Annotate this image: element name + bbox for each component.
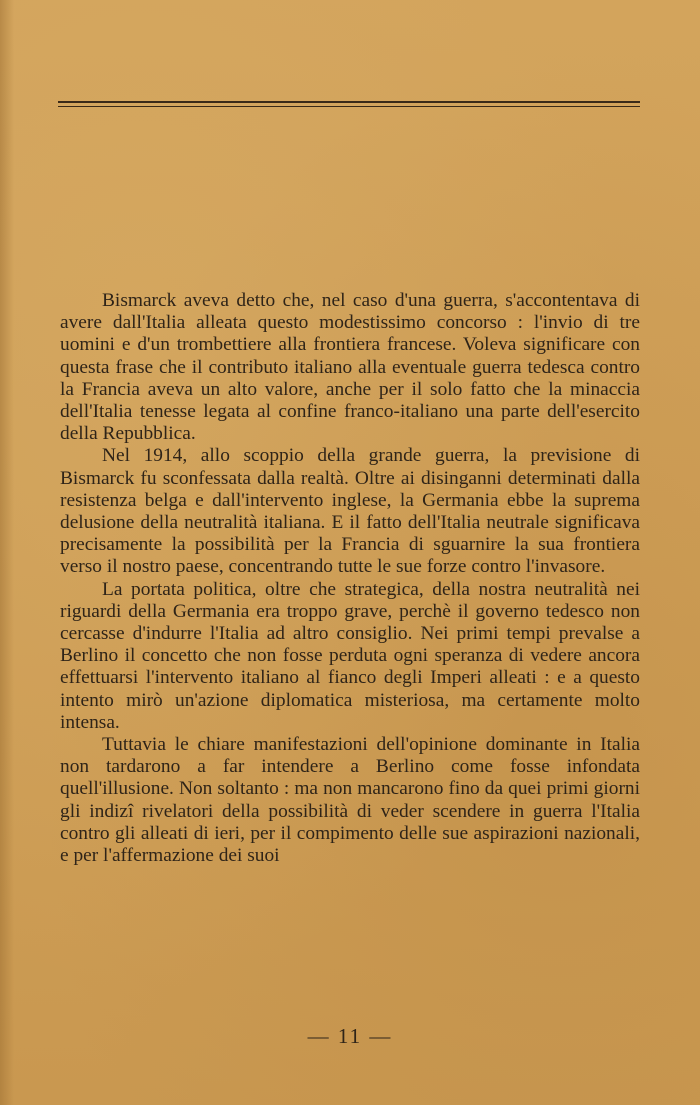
paragraph-4: Tuttavia le chiare manifestazioni dell'opinione dominante in Italia non tardarono a far intendere a Berlino come fosse infondata quell'illusione. Non soltanto : ma non mancarono fino da quei primi giorni gli indizî rivelatori della possibilità di veder scendere in guerra l'Italia contro gli alleati di ieri, per il compimento delle sue aspirazioni nazionali, e per l'affermazione dei suoi: [60, 734, 640, 867]
body-text: [60, 290, 640, 867]
header-rule-thick: [58, 101, 640, 103]
page-number: — 11 —: [307, 1024, 393, 1048]
paragraph-2: Nel 1914, allo scoppio della grande guerra, la previsione di Bismarck fu sconfessata dalla realtà. Oltre ai disinganni determinati dalla resistenza belga e dall'intervento inglese, la Germania ebbe la suprema delusione della neutralità italiana. E il fatto dell'Italia neutrale significava precisamente la possibilità per la Francia di sguarnire la sua frontiera verso il nostro paese, concentrando tutte le sue forze contro l'invasore.: [60, 445, 640, 578]
header-rule-thin: [58, 106, 640, 107]
paragraph-1: Bismarck aveva detto che, nel caso d'una guerra, s'accontentava di avere dall'Italia alleata questo modestissimo concorso : l'invio di tre uomini e d'un trombettiere alla frontiera francese. Voleva significare con questa frase che il contributo italiano alla eventuale guerra tedesca contro la Francia aveva un alto valore, anche per il solo fatto che la minaccia dell'Italia tenesse legata al confine franco-italiano una parte dell'esercito della Repubblica.: [60, 290, 640, 445]
paragraph-3: La portata politica, oltre che strategica, della nostra neutralità nei riguardi della Germania era troppo grave, perchè il governo tedesco non cercasse d'indurre l'Italia ad altro consiglio. Nei primi tempi prevalse a Berlino il concetto che non fosse perduta ogni speranza di vedere ancora effettuarsi l'intervento italiano al fianco degli Imperi alleati : e a questo intento mirò un'azione diplomatica misteriosa, ma certamente molto intensa.: [60, 578, 640, 733]
page-edge-shadow: [0, 0, 14, 1105]
